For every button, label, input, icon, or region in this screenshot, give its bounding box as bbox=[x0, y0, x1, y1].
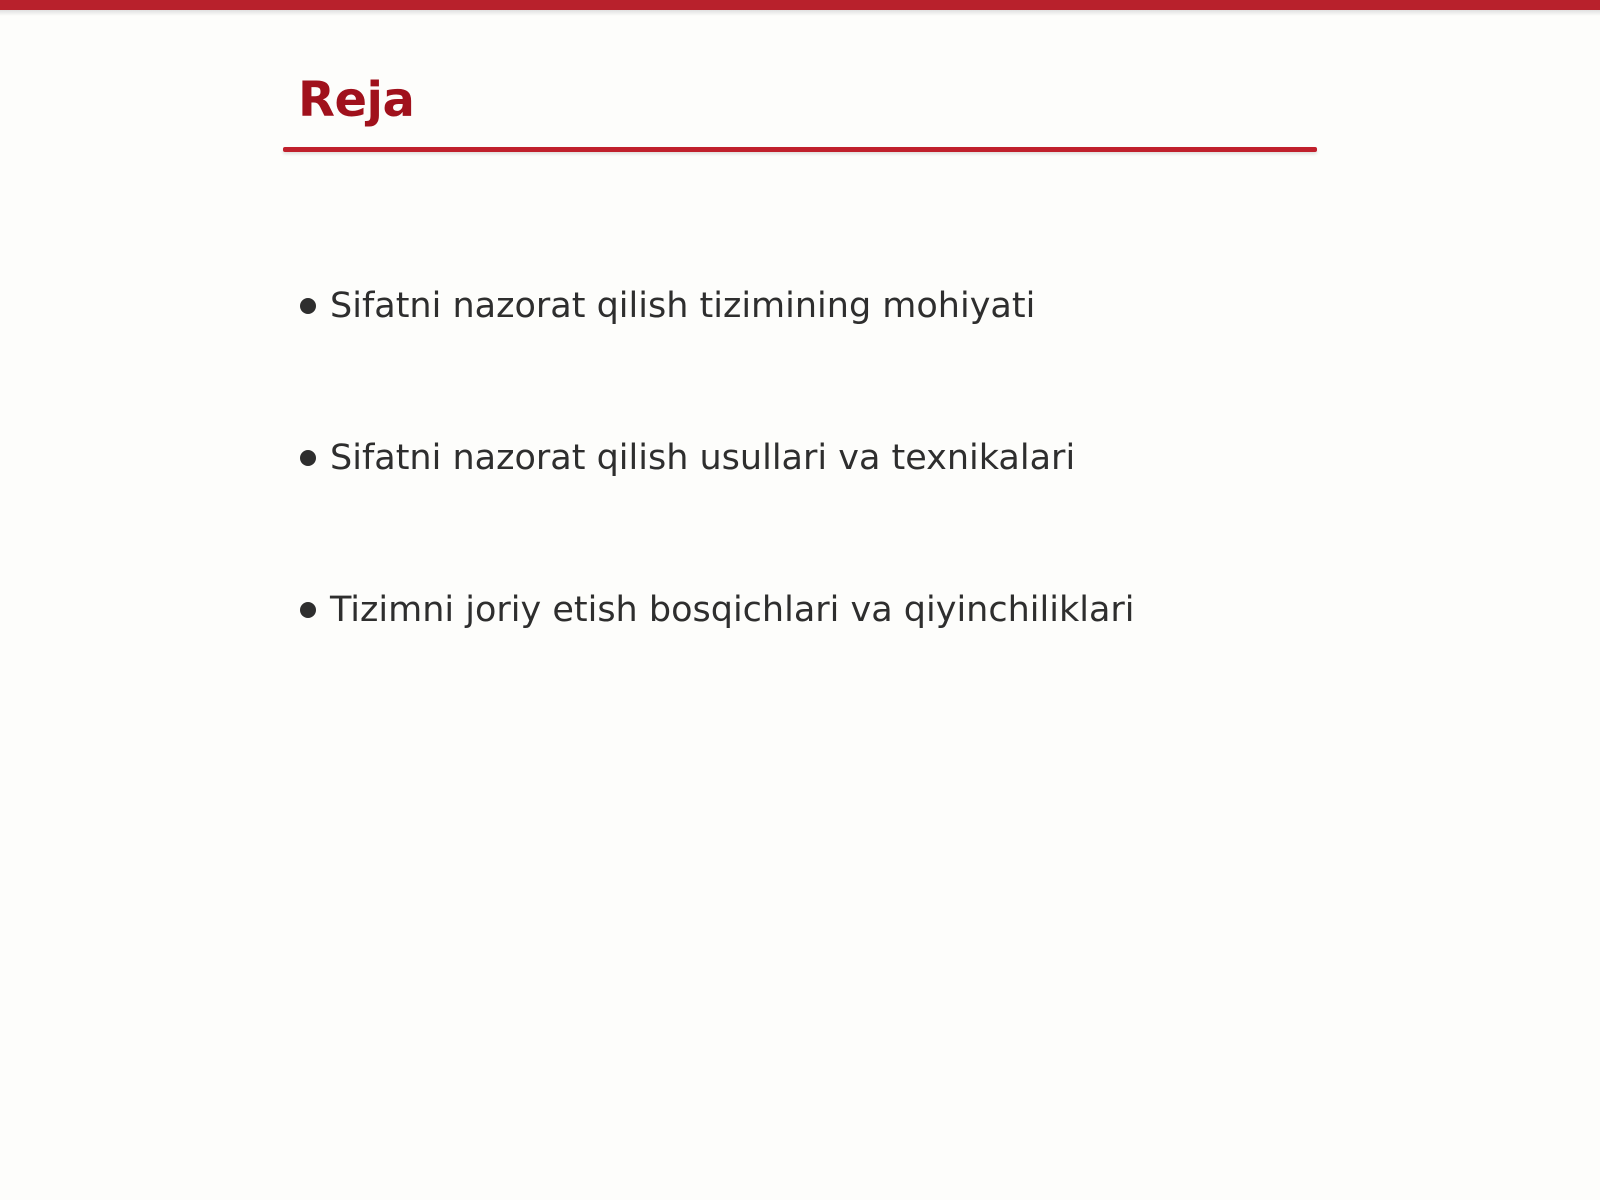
bullet-text: Tizimni joriy etish bosqichlari va qiyinchiliklari bbox=[330, 590, 1135, 630]
bullet-text: Sifatni nazorat qilish tizimining mohiyati bbox=[330, 286, 1036, 326]
bullet-dot-icon bbox=[300, 450, 316, 466]
bullet-item bbox=[300, 278, 1135, 334]
bullet-item bbox=[300, 582, 1135, 638]
bullet-dot-icon bbox=[300, 602, 316, 618]
bullet-dot-icon bbox=[300, 298, 316, 314]
slide-title: Reja bbox=[298, 72, 415, 128]
title-underline bbox=[283, 147, 1317, 152]
bullet-text: Sifatni nazorat qilish usullari va texnikalari bbox=[330, 438, 1076, 478]
top-accent-bar bbox=[0, 0, 1600, 10]
top-bar-shadow bbox=[0, 10, 1600, 16]
bullet-item bbox=[300, 430, 1135, 486]
bullet-list bbox=[300, 278, 1135, 734]
